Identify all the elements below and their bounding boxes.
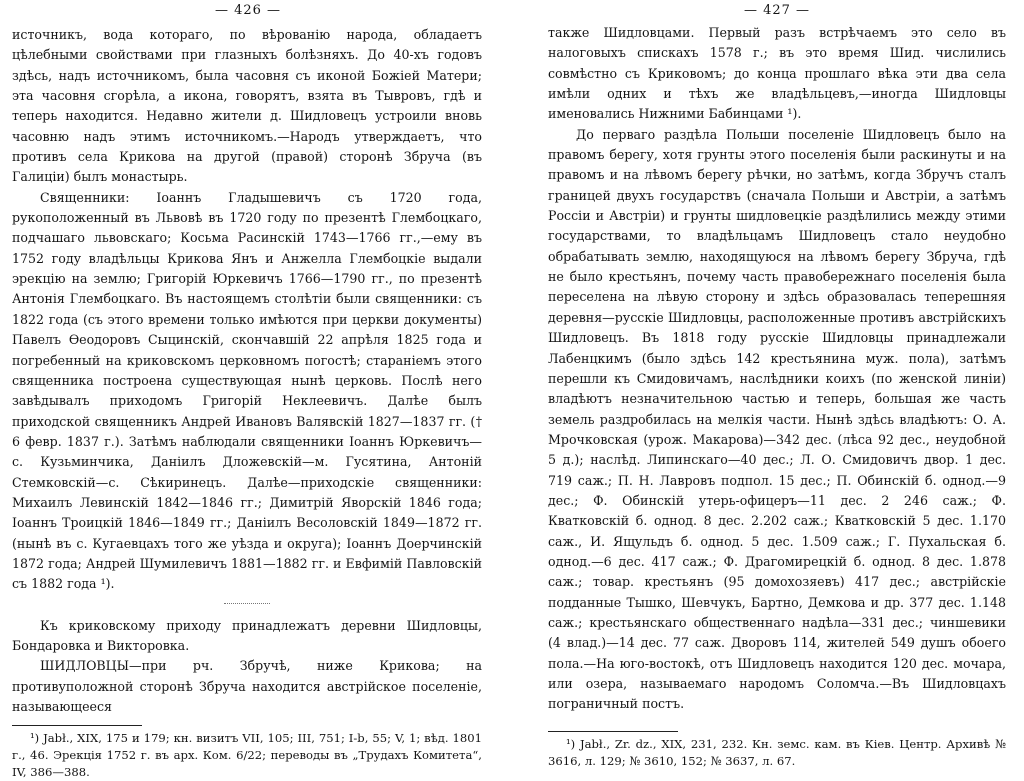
section-divider: [224, 603, 270, 604]
page-body: [548, 23, 1006, 715]
footnote: ¹) Jabł., XIX, 175 и 179; кн. визитъ VII, 105; III, 751; I-b, 55; V, 1; вѣд. 1801 г., 46. Эрекція 1752 г. въ арх. Ком. 6/22; переводы въ „Трудахъ Комитета“, IV, 386—388.: [12, 731, 482, 780]
footnotes: [548, 731, 1006, 770]
footnotes: [12, 725, 482, 781]
paragraph: также Шидловцами. Первый разъ встрѣчаемъ это село въ налоговыхъ спискахъ 1578 г.; въ это время Шид. числились совмѣстно съ Криковомъ; до конца прошлаго вѣка эти два села имѣли одних и тѣхъ же владѣльцевъ,—иногда Шидловцы именовались Нижними Бабинцами ¹).: [548, 25, 1006, 122]
paragraph: Къ криковскому приходу принадлежатъ деревни Шидловцы, Бондаровка и Викторовка.: [12, 617, 482, 653]
paragraph: ШИДЛОВЦЫ—при рч. Збручѣ, ниже Крикова; на противуположной сторонѣ Збруча находится австрійское поселеніе, называющееся: [12, 658, 482, 714]
paragraph: источникъ, вода котораго, по вѣрованію народа, обладаетъ цѣлебными свойствами при глазныхъ болѣзняхъ. До 40-хъ годовъ здѣсь, надъ источникомъ, была часовня съ иконой Божіей Матери; эта часовня сгорѣла, а икона, говорятъ, взята въ Тывровъ, гдѣ и теперь находится. Недавно жители д. Шидловецъ устроили вновь часовню надъ этимъ источникомъ.—Народъ утверждаетъ, что противъ села Крикова на другой (правой) сторонѣ Збруча (въ Галиціи) былъ монастырь.: [12, 27, 482, 185]
left-page: [0, 0, 496, 780]
paragraph: До перваго раздѣла Польши поселеніе Шидловецъ было на правомъ берегу, хотя грунты этого поселенія были раскинуты и на правомъ и на лѣвомъ берегу рѣчки, но затѣмъ, когда Збручъ сталъ границей двухъ государствъ (сначала Польши и Австріи, а затѣмъ Россіи и Австріи) и грунты шидловецкіе раздѣлились между этими государствами, то владѣльцамъ Шидловецъ стало неудобно обрабатывать землю, находящуюся на лѣвомъ берегу Збруча, гдѣ не было крестьянъ, почему часть правобережнаго поселенія была переселена на лѣвую сторону и здѣсь образовалась теперешняя деревня—русскіе Шидловцы, расположенные противъ австрійскихъ Шидловецъ. Въ 1818 году русскіе Шидловцы принадлежали Лабенцкимъ (было здѣсь 142 крестьянина муж. пола), затѣмъ перешли къ Смидовичамъ, наслѣдники коихъ (по женской линіи) владѣютъ незначительною частью и теперь, большая же часть земель раздробилась на мелкія части. Нынѣ здѣсь владѣютъ: О. А. Мрочковская (урож. Макарова)—342 дес. (лѣса 92 дес., неудобной 5 д.); наслѣд. Липинскаго—40 дес.; Л. О. Смидовичъ двор. 1 дес. 719 саж.; П. Н. Лавровъ подпол. 15 дес.; П. Обинскій б. однод.—9 дес.; Ф. Обинскій утерь-офицеръ—11 дес. 2 246 саж.; Ф. Кватковскій б. однод. 8 дес. 2.202 саж.; Кватковскій 5 дес. 1.170 саж., И. Ящульдъ б. однод. 5 дес. 1.509 саж.; Г. Пухальская б. однод.—6 дес. 417 саж.; Ф. Драгомирецкій б. однод. 8 дес. 1.878 саж.; товар. крестьянъ (95 домохозяевъ) 417 дес.; австрійскіе подданные Тышко, Шевчукъ, Бартно, Демкова и др. 377 дес. 1.148 саж.; крестьянскаго общественнаго надѣла—331 дес.; чиншевики (4 влад.)—14 дес. 77 саж. Дворовъ 114, жителей 549 душъ обоего пола.—На юго-востокѣ, отъ Шидловецъ находится 120 дес. мочара, или озера, называемаго народомъ Соломча.—Въ Шидловцахъ пограничный постъ.: [548, 126, 1006, 712]
page-number: — 426 —: [214, 3, 282, 18]
footnote-rule: [12, 725, 142, 726]
paragraph: Священники: Іоаннъ Гладышевичъ съ 1720 года, рукоположенный въ Львовѣ въ 1720 году по презентѣ Глембоцкаго, подчашаго львовскаго; Косьма Расинскій 1743—1766 гг.,—ему въ 1752 году владѣльцы Крикова Янъ и Анжелла Глембоцкіе выдали эрекцію на землю; Григорій Юркевичъ 1766—1790 гг., по презентѣ Антонія Глембоцкаго. Въ настоящемъ столѣтіи были священники: съ 1822 года (съ этого времени только имѣются при церкви документы) Павелъ Ѳеодоровъ Сыцинскій, скончавшій 22 апрѣля 1825 года и погребенный на криковскомъ церковномъ погостѣ; стараніемъ этого священника построена существующая нынѣ церковь. Послѣ него завѣдывалъ приходомъ Григорій Неклеевичъ. Далѣе былъ приходской священникъ Андрей Ивановъ Валявскій 1827—1837 гг. († 6 февр. 1837 г.). Затѣмъ наблюдали священники Іоаннъ Юркевичъ—с. Кузьминчика, Даніилъ Дложевскій—м. Гусятина, Антоній Стемковскій—с. Сѣкиринецъ. Далѣе—приходскіе священники: Михаилъ Левинскій 1842—1846 гг.; Димитрій Яворскій 1846 года; Іоаннъ Троицкій 1846—1849 гг.; Даніилъ Весоловскій 1849—1872 гг. (нынѣ въ с. Кугаевцахъ того же уѣзда и округа); Іоаннъ Доерчинскій 1872 года; Андрей Шумилевичъ 1881—1882 гг. и Евфимій Павловскій съ 1882 года ¹).: [12, 189, 482, 592]
footnote: ¹) Jabł., Zr. dz., XIX, 231, 232. Кн. земс. кам. въ Кіев. Центр. Архивѣ № 3616, л. 129; № 3610, 152; № 3637, л. 67.: [548, 736, 1006, 768]
page-body: [12, 25, 482, 717]
right-page: [540, 0, 1014, 768]
footnote-rule: [548, 731, 678, 732]
page-number: — 427 —: [743, 3, 811, 18]
